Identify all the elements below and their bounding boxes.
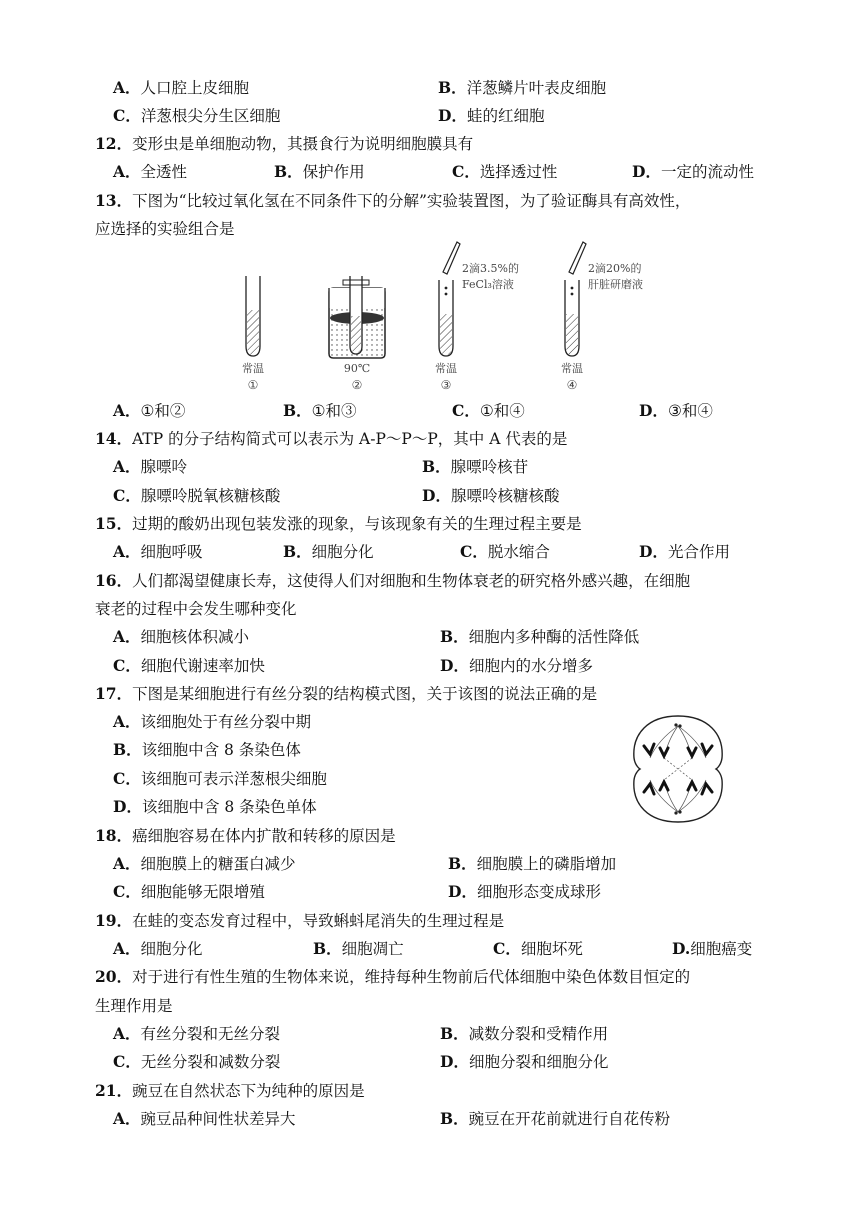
- q16-option-b: B．细胞内多种酶的活性降低: [440, 627, 640, 646]
- q19-option-b: B．细胞凋亡: [313, 939, 404, 958]
- q21-option-b: B．豌豆在开花前就进行自花传粉: [440, 1109, 671, 1128]
- q18-option-c: C．细胞能够无限增殖: [113, 882, 265, 901]
- q11-option-d: D．蛙的红细胞: [438, 106, 545, 125]
- q19-option-c: C．细胞坏死: [493, 939, 583, 958]
- q12-option-d: D．一定的流动性: [632, 162, 754, 181]
- q13-experiment-figure: [225, 238, 665, 398]
- q14-stem: 14．ATP 的分子结构简式可以表示为 A-P～P～P，其中 A 代表的是: [95, 429, 568, 448]
- tube-1-temp: 常温: [242, 362, 264, 375]
- beaker-90c: [329, 276, 385, 358]
- q20-option-b: B．减数分裂和受精作用: [440, 1024, 609, 1043]
- q14-option-a: A．腺嘌呤: [113, 457, 188, 476]
- q15-option-a: A．细胞呼吸: [113, 542, 203, 561]
- tube-2-number: ②: [351, 378, 363, 392]
- q15-option-b: B．细胞分化: [283, 542, 374, 561]
- q19-option-d: D.细胞癌变: [672, 939, 753, 958]
- q12-option-b: B．保护作用: [274, 162, 365, 181]
- q14-option-d: D．腺嘌呤核糖核酸: [422, 486, 560, 505]
- q16-option-c: C．细胞代谢速率加快: [113, 656, 265, 675]
- q11-option-b: B．洋葱鳞片叶表皮细胞: [438, 78, 607, 97]
- q12-option-c: C．选择透过性: [452, 162, 558, 181]
- tube-1-number: ①: [247, 378, 259, 392]
- q15-stem: 15．过期的酸奶出现包装发涨的现象，与该现象有关的生理过程主要是: [95, 514, 582, 533]
- q21-option-a: A．豌豆品种间性状差异大: [113, 1109, 296, 1128]
- q20-option-c: C．无丝分裂和减数分裂: [113, 1052, 281, 1071]
- q19-stem: 19．在蛙的变态发育过程中，导致蝌蚪尾消失的生理过程是: [95, 911, 505, 930]
- q17-stem: 17．下图是某细胞进行有丝分裂的结构模式图，关于该图的说法正确的是: [95, 684, 598, 703]
- tube-4-note-2: 肝脏研磨液: [588, 278, 643, 291]
- tube-4-temp: 常温: [561, 362, 583, 375]
- q17-option-a: A．该细胞处于有丝分裂中期: [113, 712, 312, 731]
- q17-mitosis-cell-figure: [628, 712, 728, 826]
- tube-3-note-2: FeCl₃溶液: [462, 278, 514, 291]
- tube-4-note-1: 2滴20%的: [588, 262, 642, 275]
- q13-option-a: A．①和②: [113, 401, 186, 420]
- q11-option-a: A．人口腔上皮细胞: [113, 78, 250, 97]
- q13-option-b: B．①和③: [283, 401, 357, 420]
- q13-option-c: C．①和④: [452, 401, 525, 420]
- tube-3-note-1: 2滴3.5%的: [462, 262, 519, 275]
- q20-option-a: A．有丝分裂和无丝分裂: [113, 1024, 281, 1043]
- q16-option-d: D．细胞内的水分增多: [440, 656, 593, 675]
- q18-option-d: D．细胞形态变成球形: [448, 882, 601, 901]
- q13-stem-line2: 应选择的实验组合是: [95, 220, 235, 238]
- q20-option-d: D．细胞分裂和细胞分化: [440, 1052, 609, 1071]
- q20-stem-line1: 20．对于进行有性生殖的生物体来说，维持每种生物前后代体细胞中染色体数目恒定的: [95, 967, 691, 986]
- q17-option-c: C．该细胞可表示洋葱根尖细胞: [113, 769, 327, 788]
- q14-option-c: C．腺嘌呤脱氧核糖核酸: [113, 486, 281, 505]
- q16-stem-line1: 16．人们都渴望健康长寿，这使得人们对细胞和生物体衰老的研究格外感兴趣，在细胞: [95, 571, 691, 590]
- q14-option-b: B．腺嘌呤核苷: [422, 457, 529, 476]
- tube-3-temp: 常温: [435, 362, 457, 375]
- q13-option-d: D．③和④: [639, 401, 713, 420]
- tube-4: [565, 242, 586, 356]
- q18-option-a: A．细胞膜上的糖蛋白减少: [113, 854, 296, 873]
- q17-option-d: D．该细胞中含 8 条染色单体: [113, 797, 317, 816]
- q21-stem: 21．豌豆在自然状态下为纯种的原因是: [95, 1081, 365, 1100]
- tube-2-temp: 90℃: [343, 362, 371, 375]
- tube-1: [246, 276, 260, 356]
- q19-option-a: A．细胞分化: [113, 939, 203, 958]
- q17-option-b: B．该细胞中含 8 条染色体: [113, 740, 301, 759]
- q11-option-c: C．洋葱根尖分生区细胞: [113, 106, 281, 125]
- q16-option-a: A．细胞核体积减小: [113, 627, 250, 646]
- q12-stem: 12．变形虫是单细胞动物，其摄食行为说明细胞膜具有: [95, 134, 474, 153]
- q20-stem-line2: 生理作用是: [95, 997, 173, 1015]
- q12-option-a: A．全透性: [113, 162, 188, 181]
- q18-stem: 18．癌细胞容易在体内扩散和转移的原因是: [95, 826, 396, 845]
- tube-3-number: ③: [440, 378, 452, 392]
- tube-4-number: ④: [566, 378, 578, 392]
- q13-stem-line1: 13．下图为“比较过氧化氢在不同条件下的分解”实验装置图，为了验证酶具有高效性，: [95, 191, 691, 210]
- tube-3: [439, 242, 460, 356]
- q16-stem-line2: 衰老的过程中会发生哪种变化: [95, 600, 297, 618]
- q15-option-d: D．光合作用: [639, 542, 730, 561]
- q15-option-c: C．脱水缩合: [460, 542, 550, 561]
- q18-option-b: B．细胞膜上的磷脂增加: [448, 854, 617, 873]
